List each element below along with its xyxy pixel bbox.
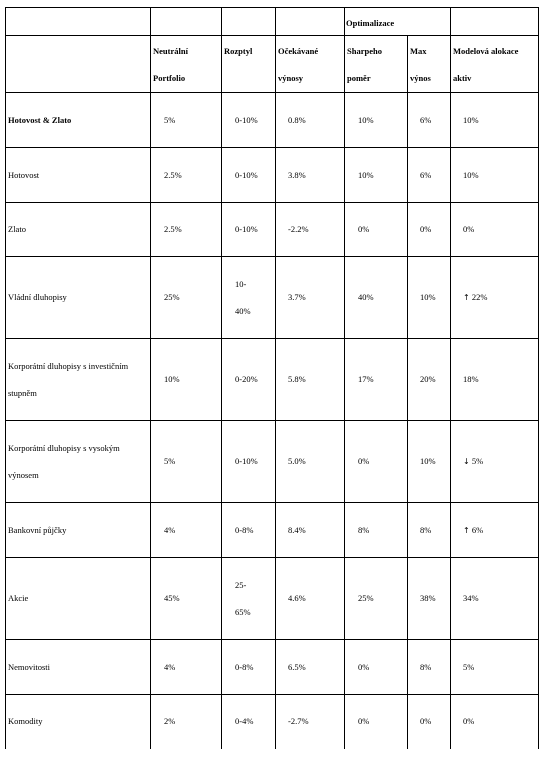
neutral-value: 5%: [151, 421, 222, 503]
expected-value: 8.4%: [276, 503, 345, 558]
expected-value: 0.8%: [276, 93, 345, 148]
sharpe-value: 0%: [345, 421, 408, 503]
col-header-text: Neutrální: [153, 46, 188, 56]
expected-value: 6.5%: [276, 640, 345, 695]
sharpe-value: 25%: [345, 558, 408, 640]
sharpe-value: 17%: [345, 339, 408, 421]
range-value: 0-8%: [222, 640, 276, 695]
model-value: 34%: [451, 558, 539, 640]
sharpe-value: 0%: [345, 640, 408, 695]
range-value: [222, 558, 276, 640]
range-value: [222, 257, 276, 339]
range-value: 0-4%: [222, 695, 276, 749]
neutral-value: 4%: [151, 640, 222, 695]
header-empty-cell: [451, 8, 539, 36]
asset-name: Hotovost & Zlato: [6, 93, 151, 148]
model-value: 10%: [451, 93, 539, 148]
col-header-text: Rozptyl: [224, 46, 253, 56]
col-header-text: Max: [410, 46, 427, 56]
range-value: 0-10%: [222, 421, 276, 503]
sharpe-value: 10%: [345, 93, 408, 148]
asset-name: [6, 339, 151, 421]
asset-name: Hotovost: [6, 148, 151, 203]
sharpe-value: 40%: [345, 257, 408, 339]
col-header-text: aktiv: [453, 73, 472, 83]
model-value: 0%: [451, 203, 539, 257]
range-line: 25-: [235, 579, 247, 590]
range-line: 10-: [235, 278, 247, 289]
col-header-expected-returns: [276, 36, 345, 93]
header-empty-cell: [276, 8, 345, 36]
neutral-value: 25%: [151, 257, 222, 339]
header-empty-cell: [222, 8, 276, 36]
model-value: [451, 257, 539, 339]
table-row: [6, 203, 539, 257]
col-header-sharpe-ratio: [345, 36, 408, 93]
header-empty-cell: [151, 8, 222, 36]
neutral-value: 4%: [151, 503, 222, 558]
max-value: 10%: [408, 257, 451, 339]
max-value: 8%: [408, 503, 451, 558]
table-row: [6, 339, 539, 421]
range-value: 0-10%: [222, 148, 276, 203]
model-value: [451, 503, 539, 558]
table-row: [6, 148, 539, 203]
asset-name-line: Korporátní dluhopisy s vysokým: [8, 442, 120, 453]
header-empty-cell: [6, 8, 151, 36]
optimization-group-label: Optimalizace: [346, 18, 395, 28]
sharpe-value: 8%: [345, 503, 408, 558]
asset-name: Komodity: [6, 695, 151, 749]
asset-name: Vládní dluhopisy: [6, 257, 151, 339]
arrow-up-icon: ↑: [463, 293, 470, 302]
col-header-text: poměr: [347, 73, 371, 83]
model-value: 18%: [451, 339, 539, 421]
col-header-text: Modelová alokace: [453, 46, 519, 56]
range-value: 0-10%: [222, 203, 276, 257]
arrow-down-icon: ↓: [463, 457, 470, 466]
asset-name-line: Korporátní dluhopisy s investičním: [8, 360, 129, 371]
max-value: 0%: [408, 695, 451, 749]
sharpe-value: 0%: [345, 203, 408, 257]
asset-name: [6, 421, 151, 503]
model-value: 10%: [451, 148, 539, 203]
arrow-up-icon: ↑: [463, 525, 470, 535]
col-header-neutral-portfolio: [151, 36, 222, 93]
range-value: 0-8%: [222, 503, 276, 558]
neutral-value: 2.5%: [151, 148, 222, 203]
optimization-group-header: [345, 8, 451, 36]
max-value: 8%: [408, 640, 451, 695]
header-row-top: [6, 8, 539, 36]
asset-name-line: výnosem: [8, 469, 39, 480]
expected-value: 5.0%: [276, 421, 345, 503]
header-asset-cell: [6, 36, 151, 93]
table-row: [6, 93, 539, 148]
neutral-value: 5%: [151, 93, 222, 148]
expected-value: 3.8%: [276, 148, 345, 203]
model-value: [451, 421, 539, 503]
max-value: 6%: [408, 93, 451, 148]
max-value: 10%: [408, 421, 451, 503]
asset-name: Zlato: [6, 203, 151, 257]
max-value: 0%: [408, 203, 451, 257]
expected-value: 3.7%: [276, 257, 345, 339]
table-row: [6, 421, 539, 503]
col-header-text: Sharpeho: [347, 46, 382, 56]
col-header-text: Portfolio: [153, 73, 186, 83]
col-header-text: výnos: [410, 73, 431, 83]
table-row: [6, 640, 539, 695]
range-value: 0-10%: [222, 93, 276, 148]
asset-name: Nemovitosti: [6, 640, 151, 695]
col-header-max-return: [408, 36, 451, 93]
col-header-range: [222, 36, 276, 93]
table-row: [6, 257, 539, 339]
table-row: [6, 695, 539, 749]
expected-value: -2.2%: [276, 203, 345, 257]
expected-value: -2.7%: [276, 695, 345, 749]
model-value-text: 22%: [471, 292, 488, 302]
max-value: 6%: [408, 148, 451, 203]
neutral-value: 2%: [151, 695, 222, 749]
range-value: 0-20%: [222, 339, 276, 421]
col-header-text: Očekávané: [278, 46, 319, 56]
neutral-value: 2.5%: [151, 203, 222, 257]
col-header-model-allocation: [451, 36, 539, 93]
sharpe-value: 10%: [345, 148, 408, 203]
model-value: 5%: [451, 640, 539, 695]
model-value-text: 6%: [471, 524, 484, 535]
max-value: 38%: [408, 558, 451, 640]
asset-allocation-table: [5, 7, 539, 749]
neutral-value: 10%: [151, 339, 222, 421]
table-row: [6, 503, 539, 558]
expected-value: 4.6%: [276, 558, 345, 640]
expected-value: 5.8%: [276, 339, 345, 421]
neutral-value: 45%: [151, 558, 222, 640]
col-header-text: výnosy: [278, 73, 304, 83]
model-value-text: 5%: [471, 456, 484, 466]
max-value: 20%: [408, 339, 451, 421]
table-row: [6, 558, 539, 640]
range-line: 65%: [235, 606, 251, 617]
asset-name: Akcie: [6, 558, 151, 640]
header-row-columns: [6, 36, 539, 93]
asset-name: Bankovní půjčky: [6, 503, 151, 558]
range-line: 40%: [235, 305, 251, 316]
sharpe-value: 0%: [345, 695, 408, 749]
model-value: 0%: [451, 695, 539, 749]
asset-name-line: stupněm: [8, 387, 37, 398]
